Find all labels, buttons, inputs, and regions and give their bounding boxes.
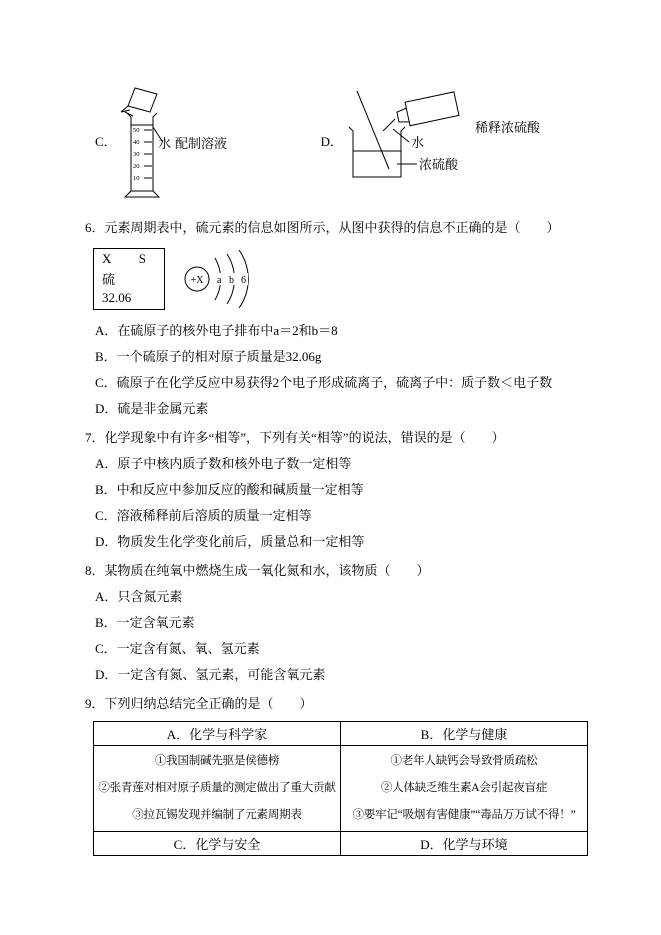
q9-option-d-header: D．化学与环境 [341, 832, 588, 856]
element-box-top-row [102, 251, 158, 267]
tick-40: 40 [132, 139, 140, 146]
q9-b-item-3: ③要牢记“吸烟有害健康”“毒品万万试不得！” [352, 809, 576, 821]
tick-30: 30 [132, 151, 140, 158]
q8-option-b: B．一定含氧元素 [95, 615, 195, 630]
figure-option-c [95, 85, 307, 207]
figure-d-caption: 稀释浓硫酸 [475, 120, 541, 135]
q6-option-c: C．硫原子在化学反应中易获得2个电子形成硫离子，硫离子中：质子数＜电子数 [95, 375, 553, 390]
tick-50: 50 [132, 127, 140, 134]
table-row [94, 746, 588, 832]
q9-b-item-2: ②人体缺乏维生素A会引起夜盲症 [380, 782, 548, 794]
acid-dilution-figure [343, 85, 558, 187]
q9-a-item-3: ③拉瓦锡发现并编制了元素周期表 [132, 809, 302, 821]
q6-option-a: A．在硫原子的核外电子排布中a＝2和b＝8 [95, 323, 338, 338]
pouring-vessel [128, 88, 157, 112]
tick-10: 10 [132, 175, 140, 182]
shell-2-label: b [229, 275, 234, 286]
q6-stem: 6．元素周期表中，硫元素的信息如图所示，从图中获得的信息不正确的是（ ） [85, 220, 560, 235]
q6-element-figure [93, 245, 661, 313]
bottle-body [405, 92, 459, 126]
element-info-box [93, 248, 165, 310]
q9-option-a-header: A．化学与科学家 [94, 722, 341, 746]
q9-option-b-body [341, 746, 588, 832]
q7-option-b: B．中和反应中参加反应的酸和碱质量一定相等 [95, 482, 364, 497]
q9-b-item-1: ①老年人缺钙会导致骨质疏松 [390, 755, 538, 767]
q9-options-table [93, 721, 588, 856]
q9-a-item-2: ②张青莲对相对原子质量的测定做出了重大贡献 [98, 782, 336, 794]
water-label: 水 [411, 135, 425, 150]
q7-stem: 7．化学现象中有许多“相等”，下列有关“相等”的说法，错误的是（ ） [85, 430, 505, 445]
q7-option-d: D．物质发生化学变化前后，质量总和一定相等 [95, 534, 365, 549]
beaker [349, 127, 405, 177]
atom-structure-diagram [175, 245, 263, 313]
shell-1-label: a [217, 275, 222, 286]
figure-row-c-d [95, 85, 661, 207]
table-row [94, 832, 588, 856]
element-name: 硫 [102, 272, 116, 287]
acid-label: 浓硫酸 [419, 157, 459, 172]
q8-stem: 8．某物质在纯氧中燃烧生成一氧化氮和水，该物质（ ） [85, 563, 430, 578]
table-row [94, 722, 588, 746]
element-symbol: S [138, 251, 146, 266]
q9-a-item-1: ①我国制碱先驱是侯德榜 [154, 755, 280, 767]
shell-3-label: 6 [241, 275, 246, 286]
vessel-spout [121, 106, 130, 112]
option-c-letter: C． [95, 134, 117, 149]
q7-option-c: C．溶液稀释前后溶质的质量一定相等 [95, 508, 312, 523]
q8-option-d: D．一定含有氮、氢元素，可能含氧元素 [95, 667, 326, 682]
cylinder-base [125, 191, 159, 197]
element-number-placeholder: X [102, 251, 112, 266]
q9-option-a-body [94, 746, 341, 832]
q7-option-a: A．原子中核内质子数和核外电子数一定相等 [95, 456, 352, 471]
q8-option-a: A．只含氮元素 [95, 589, 183, 604]
water-label: 水 [157, 136, 171, 151]
pouring-bottle [395, 92, 459, 128]
figure-c-caption: 配制溶液 [174, 136, 227, 151]
q6-option-d: D．硫是非金属元素 [95, 401, 209, 416]
tick-20: 20 [132, 163, 140, 170]
q9-option-b-header: B．化学与健康 [341, 722, 588, 746]
q9-stem: 9．下列归纳总结完全正确的是（ ） [85, 696, 313, 711]
figure-option-d [321, 85, 558, 187]
q8-option-c: C．一定含有氮、氧、氢元素 [95, 641, 260, 656]
q6-option-b: B．一个硫原子的相对原子质量是32.06g [95, 349, 322, 364]
q9-option-c-header: C．化学与安全 [94, 832, 341, 856]
graduated-cylinder-figure [117, 85, 307, 207]
option-d-letter: D． [320, 134, 344, 149]
nucleus-label: +X [190, 275, 204, 286]
element-mass: 32.06 [102, 290, 132, 305]
